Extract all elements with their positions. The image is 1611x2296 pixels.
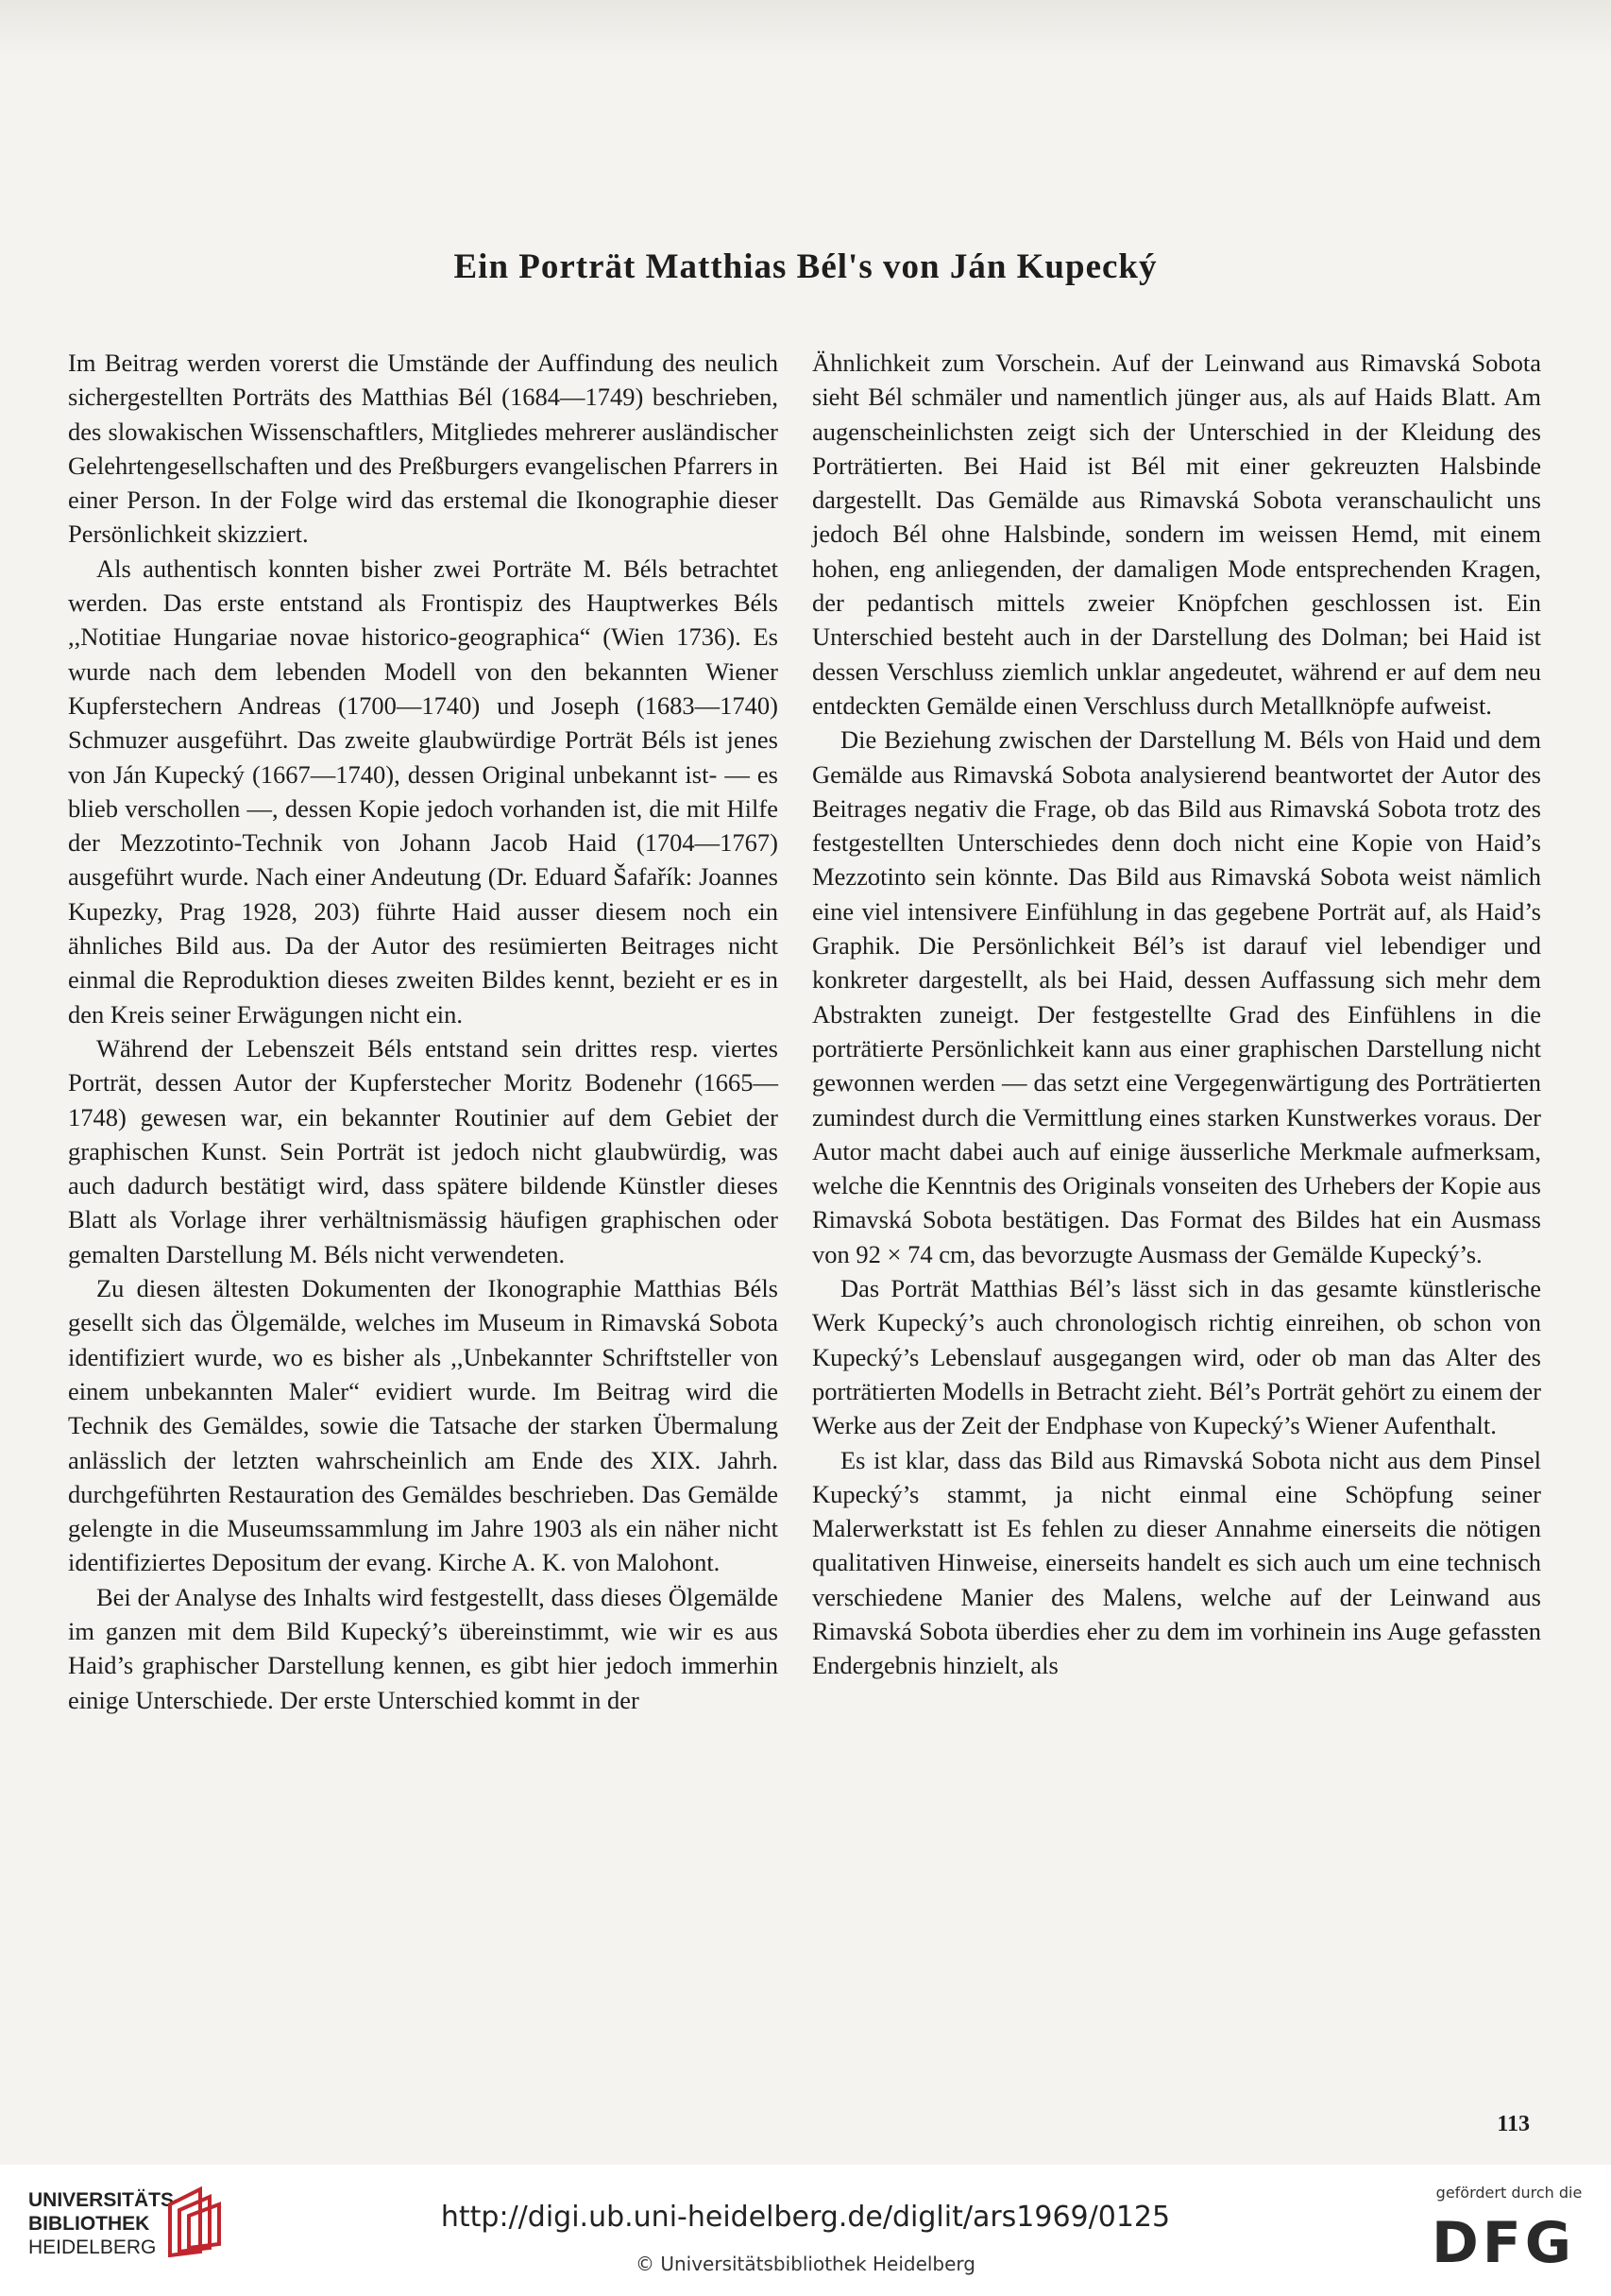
paragraph: Bei der Analyse des Inhalts wird festgestellt, dass dieses Ölgemälde im ganzen mit dem Bild Kupecký’s übereinstimmt, wie wir es aus Haid’s graphischer Darstellung kennen, es gibt hier jedoch immerhin einige Unterschiede. Der erste Unterschied kommt in der — [68, 1582, 778, 1714]
right-column — [812, 346, 1541, 1683]
article-title: Ein Porträt Matthias Bél's von Ján Kupecký — [453, 247, 1158, 286]
copyright-notice: © Universitätsbibliothek Heidelberg — [635, 2253, 975, 2275]
left-column — [68, 346, 778, 1717]
funded-by-label: gefördert durch die — [1435, 2184, 1583, 2202]
scan-page-edge — [0, 0, 1611, 57]
paragraph: Als authentisch konnten bisher zwei Porträte M. Béls betrachtet werden. Das erste entstand als Frontispiz des Hauptwerkes Béls ,,Notitiae Hungariae novae historico-geographica“ (Wien 1736). Es wurde nach dem lebenden Modell von den bekannten Wiener Kupferstechern Andreas (1700—1740) und Joseph (1683—1740) Schmuzer ausgeführt. Das zweite glaubwürdige Porträt Béls ist jenes von Ján Kupecký (1667—1740), dessen Original unbekannt ist- — es blieb verschollen —, dessen Kopie jedoch vorhanden ist, die mit Hilfe der Mezzotinto-Technik von Johann Jacob Haid (1704—1767) ausgeführt wurde. Nach einer Andeutung (Dr. Eduard Šafařík: Joannes Kupezky, Prag 1928, 203) führte Haid ausser diesem noch ein ähnliches Bild aus. Da der Autor des resümierten Beitrages nicht einmal die Reproduktion dieses zweiten Bildes kennt, bezieht er es in den Kreis seiner Erwägungen nicht ein. — [68, 553, 778, 1029]
page-number: 113 — [1497, 2112, 1530, 2136]
paragraph: Das Porträt Matthias Bél’s lässt sich in das gesamte künstlerische Werk Kupecký’s auch chronologisch richtig einreihen, ob schon von Kupecký’s Lebenslauf ausgegangen wird, oder ob man das Alter des porträtierten Modells in Betracht zieht. Bél’s Porträt gehört zu einem der Werke aus der Zeit der Endphase von Kupecký’s Wiener Aufenthalt. — [812, 1274, 1541, 1440]
paragraph: Die Beziehung zwischen der Darstellung M. Béls von Haid und dem Gemälde aus Rimavská Sobota analysierend beantwortet der Autor des Beitrages negativ die Frage, ob das Bild aus Rimavská Sobota trotz des festgestellten Unterschiedes denn doch nicht eine Kopie von Haid’s Mezzotinto sein könnte. Das Bild aus Rimavská Sobota weist nämlich eine viel intensivere Einfühlung in das gegebene Porträt auf, als Haid’s Graphik. Die Persönlichkeit Bél’s ist darauf viel lebendiger und konkreter dargestellt, als bei Haid, dessen Auffassung sich mehr dem Abstrakten zuneigt. Der festgestellte Grad des Einfühlens in die porträtierte Persönlichkeit kann aus einer graphischen Darstellung nicht gewonnen werden — das setzt eine Vergegenwärtigung des Porträtierten zumindest durch die Vermittlung eines starken Kunstwerkes voraus. Der Autor macht dabei auch auf einige äusserliche Merkmale aufmerksam, welche die Kenntnis des Originals vonseiten des Urhebers der Kopie aus Rimavská Sobota bestätigen. Das Format des Bildes hat ein Ausmass von 92 × 74 cm, das bevorzugte Ausmass der Gemälde Kupecký’s. — [812, 725, 1541, 1268]
permalink-url[interactable]: http://digi.ub.uni-heidelberg.de/diglit/ars1969/0125 — [440, 2201, 1171, 2234]
paragraph: Während der Lebenszeit Béls entstand sein drittes resp. viertes Porträt, dessen Autor der Kupferstecher Moritz Bodenehr (1665—1748) gewesen war, ein bekannter Routinier auf dem Gebiet der graphischen Kunst. Sein Porträt ist jedoch nicht glaubwürdig, was auch dadurch bestätigt wird, dass spätere bildende Künstler dieses Blatt als Vorlage ihrer verhältnismässig häufigen graphischen oder gemalten Darstellung M. Béls nicht verwendeten. — [68, 1033, 778, 1268]
paragraph: Es ist klar, dass das Bild aus Rimavská Sobota nicht aus dem Pinsel Kupecký’s stammt, ja nicht einmal eine Schöpfung seiner Malerwerkstatt ist Es fehlen zu dieser Annahme einerseits die nötigen qualitativen Hinweise, einerseits handelt es sich auch um eine technisch verschiedene Manier des Malens, welche auf der Leinwand aus Rimavská Sobota überdies eher zu dem im vorhinein ins Auge gefassten Endergebnis hinzielt, als — [812, 1445, 1541, 1680]
paragraph: Im Beitrag werden vorerst die Umstände der Auffindung des neulich sichergestellten Porträts des Matthias Bél (1684—1749) beschrieben, des slowakischen Wissenschaftlers, Mitgliedes mehrerer ausländischer Gelehrtengesellschaften und des Preßburgers evangelischen Pfarrers in einer Person. In der Folge wird das erstemal die Ikonographie dieser Persönlichkeit skizziert. — [68, 349, 778, 549]
paragraph: Zu diesen ältesten Dokumenten der Ikonographie Matthias Béls gesellt sich das Ölgemälde, welches im Museum in Rimavská Sobota identifiziert wurde, wo es bisher als ,,Unbekannter Schriftsteller von einem unbekannten Maler“ evidiert wurde. Im Beitrag wird die Technik des Gemäldes, sowie die Tatsache der starken Übermalung anlässlich der letzten wahrscheinlich am Ende des XIX. Jahrh. durchgeführten Restauration des Gemäldes beschrieben. Das Gemälde gelengte in die Museumssammlung im Jahre 1903 als ein näher nicht identifiziertes Depositum der evang. Kirche A. K. von Malohont. — [68, 1274, 778, 1577]
dfg-logo: DFG — [1432, 2210, 1576, 2276]
logo-line: UNIVERSITÄTS- — [28, 2189, 181, 2211]
logo-line: BIBLIOTHEK — [28, 2213, 150, 2235]
logo-line: HEIDELBERG — [28, 2236, 157, 2258]
paragraph: Ähnlichkeit zum Vorschein. Auf der Leinwand aus Rimavská Sobota sieht Bél schmäler und namentlich jünger aus, als auf Haids Blatt. Am augenscheinlichsten zeigt sich der Unterschied in der Kleidung des Porträtierten. Bei Haid ist Bél mit einer gekreuzten Halsbinde dargestellt. Das Gemälde aus Rimavská Sobota veranschaulicht uns jedoch Bél ohne Halsbinde, sondern im weissen Hemd, mit einem hohen, eng anliegenden, der damaligen Mode entsprechenden Kragen, der pedantisch mittels zweier Knöpfchen geschlossen ist. Ein Unterschied besteht auch in der Darstellung des Dolman; bei Haid ist dessen Verschluss ziemlich unklar angedeutet, während er auf dem neu entdeckten Gemälde einen Verschluss durch Metallknöpfe aufweist. — [812, 349, 1541, 720]
